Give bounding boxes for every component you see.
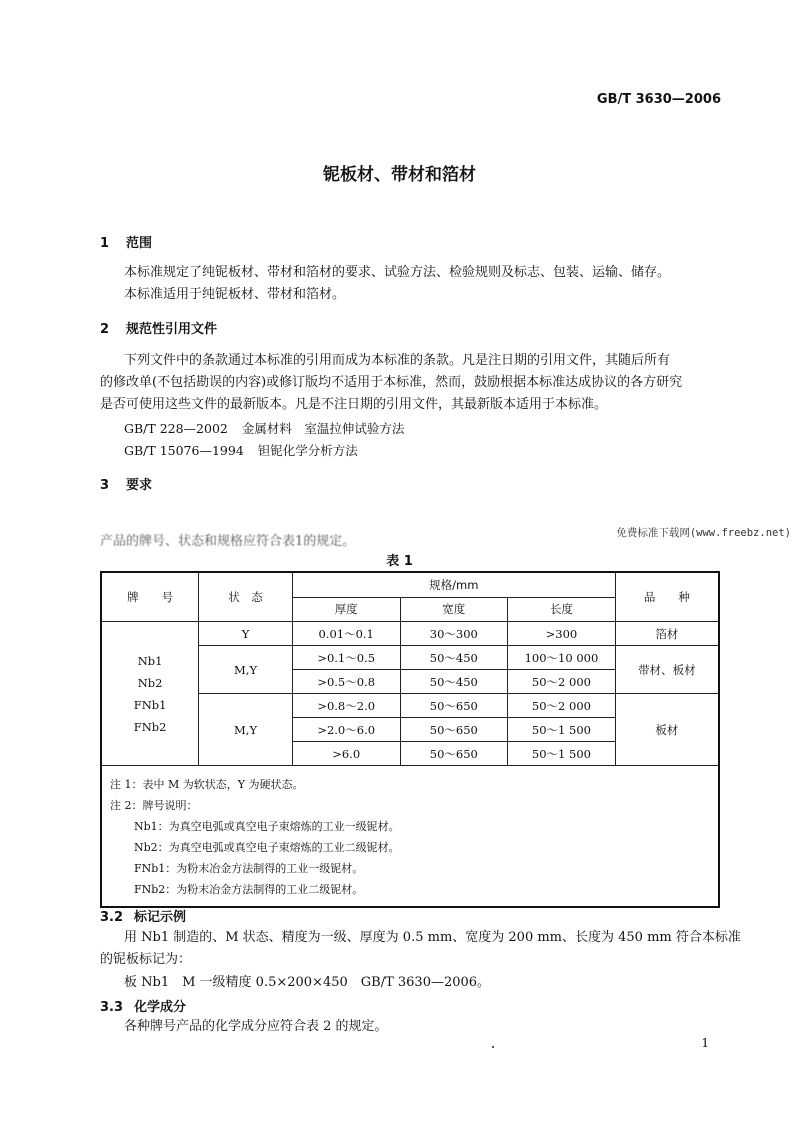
variety-cell: 带材、板材 bbox=[615, 646, 719, 694]
header-width: 宽度 bbox=[400, 597, 508, 622]
section-2-paragraph-line-1: 下列文件中的条款通过本标准的引用而成为本标准的条款。凡是注日期的引用文件，其随后所有 bbox=[124, 353, 671, 368]
reference-code: GB/T 228—2002 bbox=[124, 421, 228, 436]
table-row bbox=[101, 622, 719, 646]
reference-title: 金属材料 室温拉伸试验方法 bbox=[241, 421, 405, 436]
thickness-cell: >6.0 bbox=[292, 742, 400, 766]
section-1-heading bbox=[100, 232, 152, 251]
reference-item bbox=[124, 441, 358, 459]
section-number: 3.2 bbox=[100, 910, 124, 925]
section-number: 1 bbox=[100, 236, 110, 251]
note-1: 注 1：表中 M 为软状态，Y 为硬状态。 bbox=[110, 778, 304, 791]
header-grade: 牌 号 bbox=[101, 572, 199, 622]
table-caption: 表 1 bbox=[386, 554, 413, 569]
thickness-cell: >0.5～0.8 bbox=[292, 670, 400, 694]
section-1-paragraph-1: 本标准规定了纯铌板材、带材和箔材的要求、试验方法、检验规则及标志、包装、运输、储存。 bbox=[124, 265, 671, 280]
width-cell: 50～650 bbox=[400, 742, 508, 766]
variety-cell: 箔材 bbox=[615, 622, 719, 646]
section-3-2-paragraph-line-2: 的铌板标记为： bbox=[100, 952, 192, 967]
grade-item: Nb1 bbox=[137, 653, 163, 668]
section-title: 化学成分 bbox=[134, 1000, 187, 1015]
note-2: 注 2：牌号说明： bbox=[110, 799, 198, 812]
section-number: 3.3 bbox=[100, 1000, 124, 1015]
section-title: 范围 bbox=[126, 236, 153, 251]
section-title: 要求 bbox=[126, 478, 153, 493]
section-3-heading bbox=[100, 474, 152, 493]
header-variety: 品 种 bbox=[615, 572, 719, 622]
length-cell: 100～10 000 bbox=[508, 646, 616, 670]
section-number: 2 bbox=[100, 322, 110, 337]
thickness-cell: 0.01～0.1 bbox=[292, 622, 400, 646]
width-cell: 50～650 bbox=[400, 694, 508, 718]
reference-item bbox=[124, 419, 404, 437]
scan-speck bbox=[492, 1046, 494, 1048]
section-2-paragraph-line-2: 的修改单(不包括勘误的内容)或修订版均不适用于本标准，然而，鼓励根据本标准达成协议的各方研究 bbox=[100, 375, 683, 390]
document-title: 铌板材、带材和箔材 bbox=[323, 165, 476, 185]
state-cell: M,Y bbox=[199, 694, 293, 766]
thickness-cell: >2.0～6.0 bbox=[292, 718, 400, 742]
state-cell: Y bbox=[199, 622, 293, 646]
section-3-2-heading bbox=[100, 906, 186, 925]
state-cell: M,Y bbox=[199, 646, 293, 694]
length-cell: 50～1 500 bbox=[508, 742, 616, 766]
section-number: 3 bbox=[100, 478, 110, 493]
header-length: 长度 bbox=[508, 597, 616, 622]
grade-cell bbox=[101, 622, 199, 766]
thickness-cell: >0.1～0.5 bbox=[292, 646, 400, 670]
grade-item: FNb2 bbox=[133, 719, 167, 734]
standard-code: GB/T 3630—2006 bbox=[596, 92, 721, 107]
length-cell: 50～2 000 bbox=[508, 670, 616, 694]
reference-title: 钽铌化学分析方法 bbox=[257, 443, 358, 458]
section-2-paragraph-line-3: 是否可使用这些文件的最新版本。凡是不注日期的引用文件，其最新版本适用于本标准。 bbox=[100, 397, 608, 412]
width-cell: 50～450 bbox=[400, 670, 508, 694]
note-item: FNb2：为粉末冶金方法制得的工业二级铌材。 bbox=[134, 883, 364, 896]
variety-cell: 板材 bbox=[615, 694, 719, 766]
section-3-3-paragraph: 各种牌号产品的化学成分应符合表 2 的规定。 bbox=[124, 1019, 388, 1034]
note-item: Nb2：为真空电弧或真空电子束熔炼的工业二级铌材。 bbox=[134, 841, 400, 854]
section-title: 标记示例 bbox=[134, 910, 187, 925]
grade-item: Nb2 bbox=[137, 675, 163, 690]
length-cell: 50～1 500 bbox=[508, 718, 616, 742]
length-cell: >300 bbox=[508, 622, 616, 646]
header-thickness: 厚度 bbox=[292, 597, 400, 622]
specification-table bbox=[100, 571, 720, 908]
section-1-paragraph-2: 本标准适用于纯铌板材、带材和箔材。 bbox=[124, 287, 346, 302]
section-2-heading bbox=[100, 318, 217, 337]
page-number: 1 bbox=[701, 1036, 709, 1050]
width-cell: 50～650 bbox=[400, 718, 508, 742]
occluded-text-band bbox=[90, 510, 630, 549]
header-spec: 规格/mm bbox=[292, 572, 615, 597]
header-state: 状 态 bbox=[199, 572, 293, 622]
section-title: 规范性引用文件 bbox=[126, 322, 218, 337]
thickness-cell: >0.8～2.0 bbox=[292, 694, 400, 718]
white-cover bbox=[90, 510, 630, 529]
width-cell: 30～300 bbox=[400, 622, 508, 646]
occluded-line: 产品的牌号、状态和规格应符合表1的规定。 bbox=[100, 534, 356, 549]
length-cell: 50～2 000 bbox=[508, 694, 616, 718]
watermark: 免费标准下载网(www.freebz.net) bbox=[616, 527, 791, 539]
table-notes bbox=[101, 766, 719, 908]
reference-code: GB/T 15076—1994 bbox=[124, 443, 244, 458]
marking-example: 板 Nb1 M 一级精度 0.5×200×450 GB/T 3630—2006。 bbox=[124, 975, 491, 990]
section-3-3-heading bbox=[100, 996, 186, 1015]
grade-item: FNb1 bbox=[133, 697, 167, 712]
note-item: Nb1：为真空电弧或真空电子束熔炼的工业一级铌材。 bbox=[134, 820, 400, 833]
width-cell: 50～450 bbox=[400, 646, 508, 670]
note-item: FNb1：为粉末冶金方法制得的工业一级铌材。 bbox=[134, 862, 364, 875]
section-3-2-paragraph-line-1: 用 Nb1 制造的、M 状态、精度为一级、厚度为 0.5 mm、宽度为 200 mm、长度为 450 mm 符合本标准 bbox=[124, 930, 741, 945]
